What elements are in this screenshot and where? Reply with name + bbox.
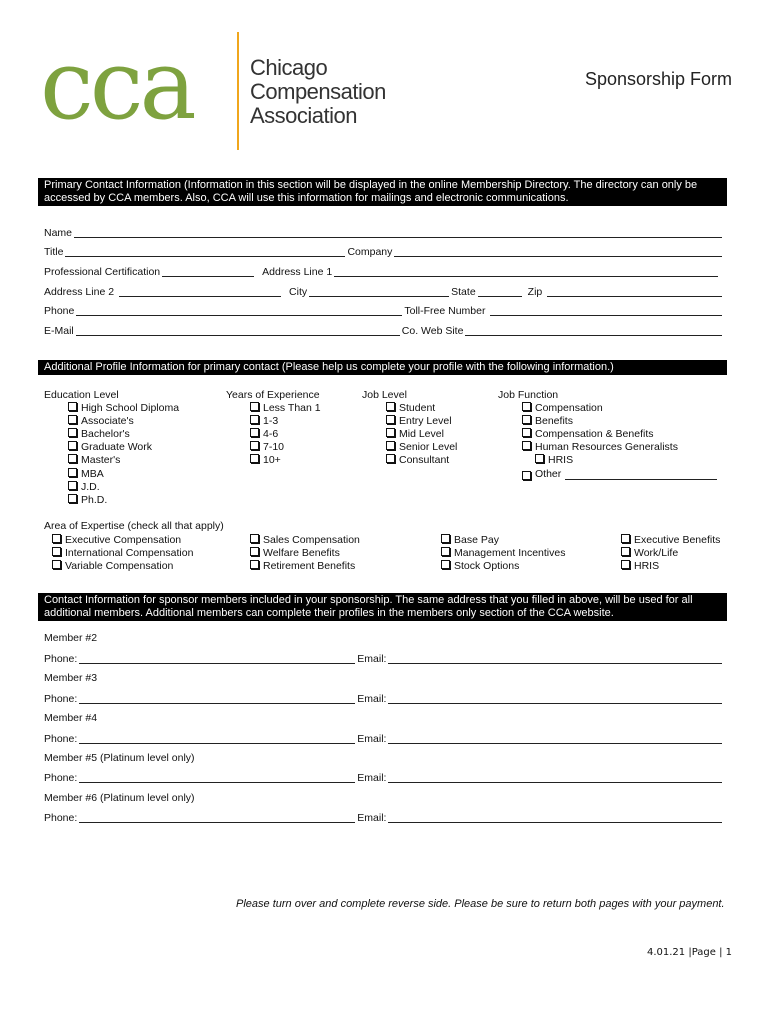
expertise-option[interactable]: Sales Compensation bbox=[250, 534, 360, 547]
checkbox-icon[interactable] bbox=[441, 534, 450, 543]
member-heading: Member #5 (Platinum level only) bbox=[44, 752, 195, 764]
checkbox-icon[interactable] bbox=[621, 534, 630, 543]
member-contact-row bbox=[44, 692, 724, 706]
member-phone-input[interactable] bbox=[79, 811, 355, 823]
checkbox-icon[interactable] bbox=[386, 428, 395, 437]
address-line-1-input[interactable] bbox=[334, 265, 718, 277]
website-label: Co. Web Site bbox=[401, 325, 464, 337]
expertise-option[interactable]: Work/Life bbox=[621, 547, 678, 560]
checkbox-icon[interactable] bbox=[386, 415, 395, 424]
member-contact-row bbox=[44, 732, 724, 746]
email-website-row bbox=[44, 324, 724, 338]
checkbox-icon[interactable] bbox=[386, 454, 395, 463]
member-heading: Member #6 (Platinum level only) bbox=[44, 792, 195, 804]
member-email-input[interactable] bbox=[388, 692, 722, 704]
job-function-other[interactable]: Other bbox=[522, 468, 717, 481]
certification-input[interactable] bbox=[162, 265, 254, 277]
email-label: E-Mail bbox=[44, 325, 74, 337]
member-email-input[interactable] bbox=[388, 771, 722, 783]
expertise-option[interactable]: Variable Compensation bbox=[52, 560, 173, 573]
education-option[interactable]: MBA bbox=[68, 468, 104, 481]
city-label: City bbox=[289, 286, 308, 298]
phone-label: Phone bbox=[44, 305, 75, 317]
member-contact-row bbox=[44, 811, 724, 825]
expertise-heading: Area of Expertise (check all that apply) bbox=[44, 520, 224, 532]
name-label: Name bbox=[44, 227, 73, 239]
member-contact-row bbox=[44, 771, 724, 785]
experience-option[interactable]: 1-3 bbox=[250, 415, 278, 428]
checkbox-icon[interactable] bbox=[68, 402, 77, 411]
member-phone-label: Phone: bbox=[44, 772, 78, 784]
checkbox-icon[interactable] bbox=[250, 560, 259, 569]
education-option[interactable]: Ph.D. bbox=[68, 494, 107, 507]
experience-option[interactable]: 10+ bbox=[250, 454, 281, 467]
member-heading: Member #2 bbox=[44, 632, 98, 644]
member-phone-input[interactable] bbox=[79, 692, 355, 704]
education-level-heading: Education Level bbox=[44, 389, 119, 401]
name-input[interactable] bbox=[74, 226, 722, 238]
member-heading: Member #3 bbox=[44, 672, 98, 684]
checkbox-icon[interactable] bbox=[250, 547, 259, 556]
cert-address1-row bbox=[44, 265, 720, 279]
title-input[interactable] bbox=[65, 245, 345, 257]
member-email-input[interactable] bbox=[388, 811, 722, 823]
expertise-option[interactable]: Welfare Benefits bbox=[250, 547, 340, 560]
education-option[interactable]: Associate's bbox=[68, 415, 134, 428]
primary-contact-header: Primary Contact Information (Information in this section will be displayed in the online Membership Directory. The directory can only be accessed by CCA members. Also, CCA will use this information for mailings and electronic communications. bbox=[38, 178, 727, 206]
job-level-option[interactable]: Mid Level bbox=[386, 428, 444, 441]
member-email-label: Email: bbox=[357, 772, 387, 784]
address-line-2-input[interactable] bbox=[119, 285, 281, 297]
checkbox-icon[interactable] bbox=[250, 454, 259, 463]
checkbox-icon[interactable] bbox=[250, 441, 259, 450]
member-phone-label: Phone: bbox=[44, 653, 78, 665]
org-name-line-3: Association bbox=[250, 103, 358, 128]
checkbox-icon[interactable] bbox=[68, 454, 77, 463]
cca-logo-mark: cca bbox=[40, 29, 193, 141]
checkbox-icon[interactable] bbox=[522, 428, 531, 437]
profile-header: Additional Profile Information for primary contact (Please help us complete your profile with the following information.) bbox=[38, 360, 727, 375]
checkbox-icon[interactable] bbox=[522, 471, 531, 480]
checkbox-icon[interactable] bbox=[52, 560, 61, 569]
member-email-input[interactable] bbox=[388, 652, 722, 664]
checkbox-icon[interactable] bbox=[68, 468, 77, 477]
organization-name bbox=[250, 56, 386, 128]
address-line-1-label: Address Line 1 bbox=[262, 266, 333, 278]
member-phone-input[interactable] bbox=[79, 652, 355, 664]
job-level-option[interactable]: Consultant bbox=[386, 454, 449, 467]
member-heading: Member #4 bbox=[44, 712, 98, 724]
return-instructions: Please turn over and complete reverse side. Please be sure to return both pages with your payment. bbox=[236, 898, 725, 910]
zip-label: Zip bbox=[527, 286, 543, 298]
toll-free-label: Toll-Free Number bbox=[404, 305, 486, 317]
expertise-option[interactable]: Executive Benefits bbox=[621, 534, 720, 547]
company-input[interactable] bbox=[394, 245, 722, 257]
member-email-label: Email: bbox=[357, 812, 387, 824]
job-function-heading: Job Function bbox=[498, 389, 559, 401]
education-option[interactable]: J.D. bbox=[68, 481, 100, 494]
checkbox-icon[interactable] bbox=[68, 441, 77, 450]
state-label: State bbox=[451, 286, 476, 298]
name-field[interactable] bbox=[44, 226, 724, 240]
address2-city-state-zip-row bbox=[44, 285, 724, 299]
checkbox-icon[interactable] bbox=[522, 415, 531, 424]
expertise-option[interactable]: Management Incentives bbox=[441, 547, 565, 560]
experience-option[interactable]: Less Than 1 bbox=[250, 402, 321, 415]
logo-divider bbox=[237, 32, 239, 150]
experience-heading: Years of Experience bbox=[226, 389, 320, 401]
checkbox-icon[interactable] bbox=[522, 402, 531, 411]
checkbox-icon[interactable] bbox=[68, 428, 77, 437]
checkbox-icon[interactable] bbox=[535, 454, 544, 463]
toll-free-input[interactable] bbox=[490, 304, 722, 316]
checkbox-icon[interactable] bbox=[441, 547, 450, 556]
phone-input[interactable] bbox=[76, 304, 402, 316]
certification-label: Professional Certification bbox=[44, 266, 161, 278]
title-label: Title bbox=[44, 246, 64, 258]
education-option[interactable]: Graduate Work bbox=[68, 441, 152, 454]
checkbox-icon[interactable] bbox=[52, 534, 61, 543]
sponsor-members-header: Contact Information for sponsor members included in your sponsorship. The same address that you filled in above, will be used for all additional members. Additional members can complete their profiles in the members only section of the CCA website. bbox=[38, 593, 727, 621]
checkbox-icon[interactable] bbox=[250, 428, 259, 437]
org-name-line-1: Chicago bbox=[250, 55, 328, 80]
checkbox-icon[interactable] bbox=[250, 534, 259, 543]
city-input[interactable] bbox=[309, 285, 449, 297]
job-function-option[interactable]: HRIS bbox=[535, 454, 573, 467]
checkbox-icon[interactable] bbox=[621, 560, 630, 569]
member-phone-input[interactable] bbox=[79, 732, 355, 744]
checkbox-icon[interactable] bbox=[68, 481, 77, 490]
job-function-option[interactable]: Benefits bbox=[522, 415, 573, 428]
member-phone-label: Phone: bbox=[44, 693, 78, 705]
expertise-option[interactable]: Stock Options bbox=[441, 560, 519, 573]
member-email-label: Email: bbox=[357, 693, 387, 705]
checkbox-icon[interactable] bbox=[386, 402, 395, 411]
page-number: 4.01.21 |Page | 1 bbox=[646, 947, 732, 958]
education-option[interactable]: Master's bbox=[68, 454, 120, 467]
member-email-label: Email: bbox=[357, 653, 387, 665]
checkbox-icon[interactable] bbox=[250, 402, 259, 411]
phone-tollfree-row bbox=[44, 304, 724, 318]
education-option[interactable]: High School Diploma bbox=[68, 402, 179, 415]
job-function-option[interactable]: Compensation bbox=[522, 402, 603, 415]
job-level-option[interactable]: Entry Level bbox=[386, 415, 452, 428]
org-name-line-2: Compensation bbox=[250, 79, 386, 104]
expertise-option[interactable]: International Compensation bbox=[52, 547, 193, 560]
website-input[interactable] bbox=[465, 324, 722, 336]
job-function-option[interactable]: Human Resources Generalists bbox=[522, 441, 678, 454]
checkbox-icon[interactable] bbox=[52, 547, 61, 556]
education-option[interactable]: Bachelor's bbox=[68, 428, 130, 441]
checkbox-icon[interactable] bbox=[441, 560, 450, 569]
other-function-input[interactable] bbox=[565, 468, 717, 480]
expertise-option[interactable]: Executive Compensation bbox=[52, 534, 181, 547]
member-contact-row bbox=[44, 652, 724, 666]
experience-option[interactable]: 4-6 bbox=[250, 428, 278, 441]
zip-input[interactable] bbox=[547, 285, 722, 297]
member-email-label: Email: bbox=[357, 733, 387, 745]
expertise-option[interactable]: HRIS bbox=[621, 560, 659, 573]
state-input[interactable] bbox=[478, 285, 522, 297]
experience-option[interactable]: 7-10 bbox=[250, 441, 284, 454]
email-input[interactable] bbox=[76, 324, 400, 336]
checkbox-icon[interactable] bbox=[522, 441, 531, 450]
checkbox-icon[interactable] bbox=[621, 547, 630, 556]
member-email-input[interactable] bbox=[388, 732, 722, 744]
member-phone-label: Phone: bbox=[44, 812, 78, 824]
company-label: Company bbox=[347, 246, 393, 258]
checkbox-icon[interactable] bbox=[386, 441, 395, 450]
checkbox-icon[interactable] bbox=[68, 415, 77, 424]
checkbox-icon[interactable] bbox=[68, 494, 77, 503]
title-company-row bbox=[44, 245, 724, 259]
expertise-option[interactable]: Retirement Benefits bbox=[250, 560, 355, 573]
job-level-option[interactable]: Senior Level bbox=[386, 441, 457, 454]
form-title: Sponsorship Form bbox=[584, 69, 732, 89]
member-phone-input[interactable] bbox=[79, 771, 355, 783]
job-level-heading: Job Level bbox=[362, 389, 407, 401]
job-level-option[interactable]: Student bbox=[386, 402, 435, 415]
expertise-option[interactable]: Base Pay bbox=[441, 534, 499, 547]
address-line-2-label: Address Line 2 bbox=[44, 286, 115, 298]
checkbox-icon[interactable] bbox=[250, 415, 259, 424]
member-phone-label: Phone: bbox=[44, 733, 78, 745]
job-function-option[interactable]: Compensation & Benefits bbox=[522, 428, 653, 441]
